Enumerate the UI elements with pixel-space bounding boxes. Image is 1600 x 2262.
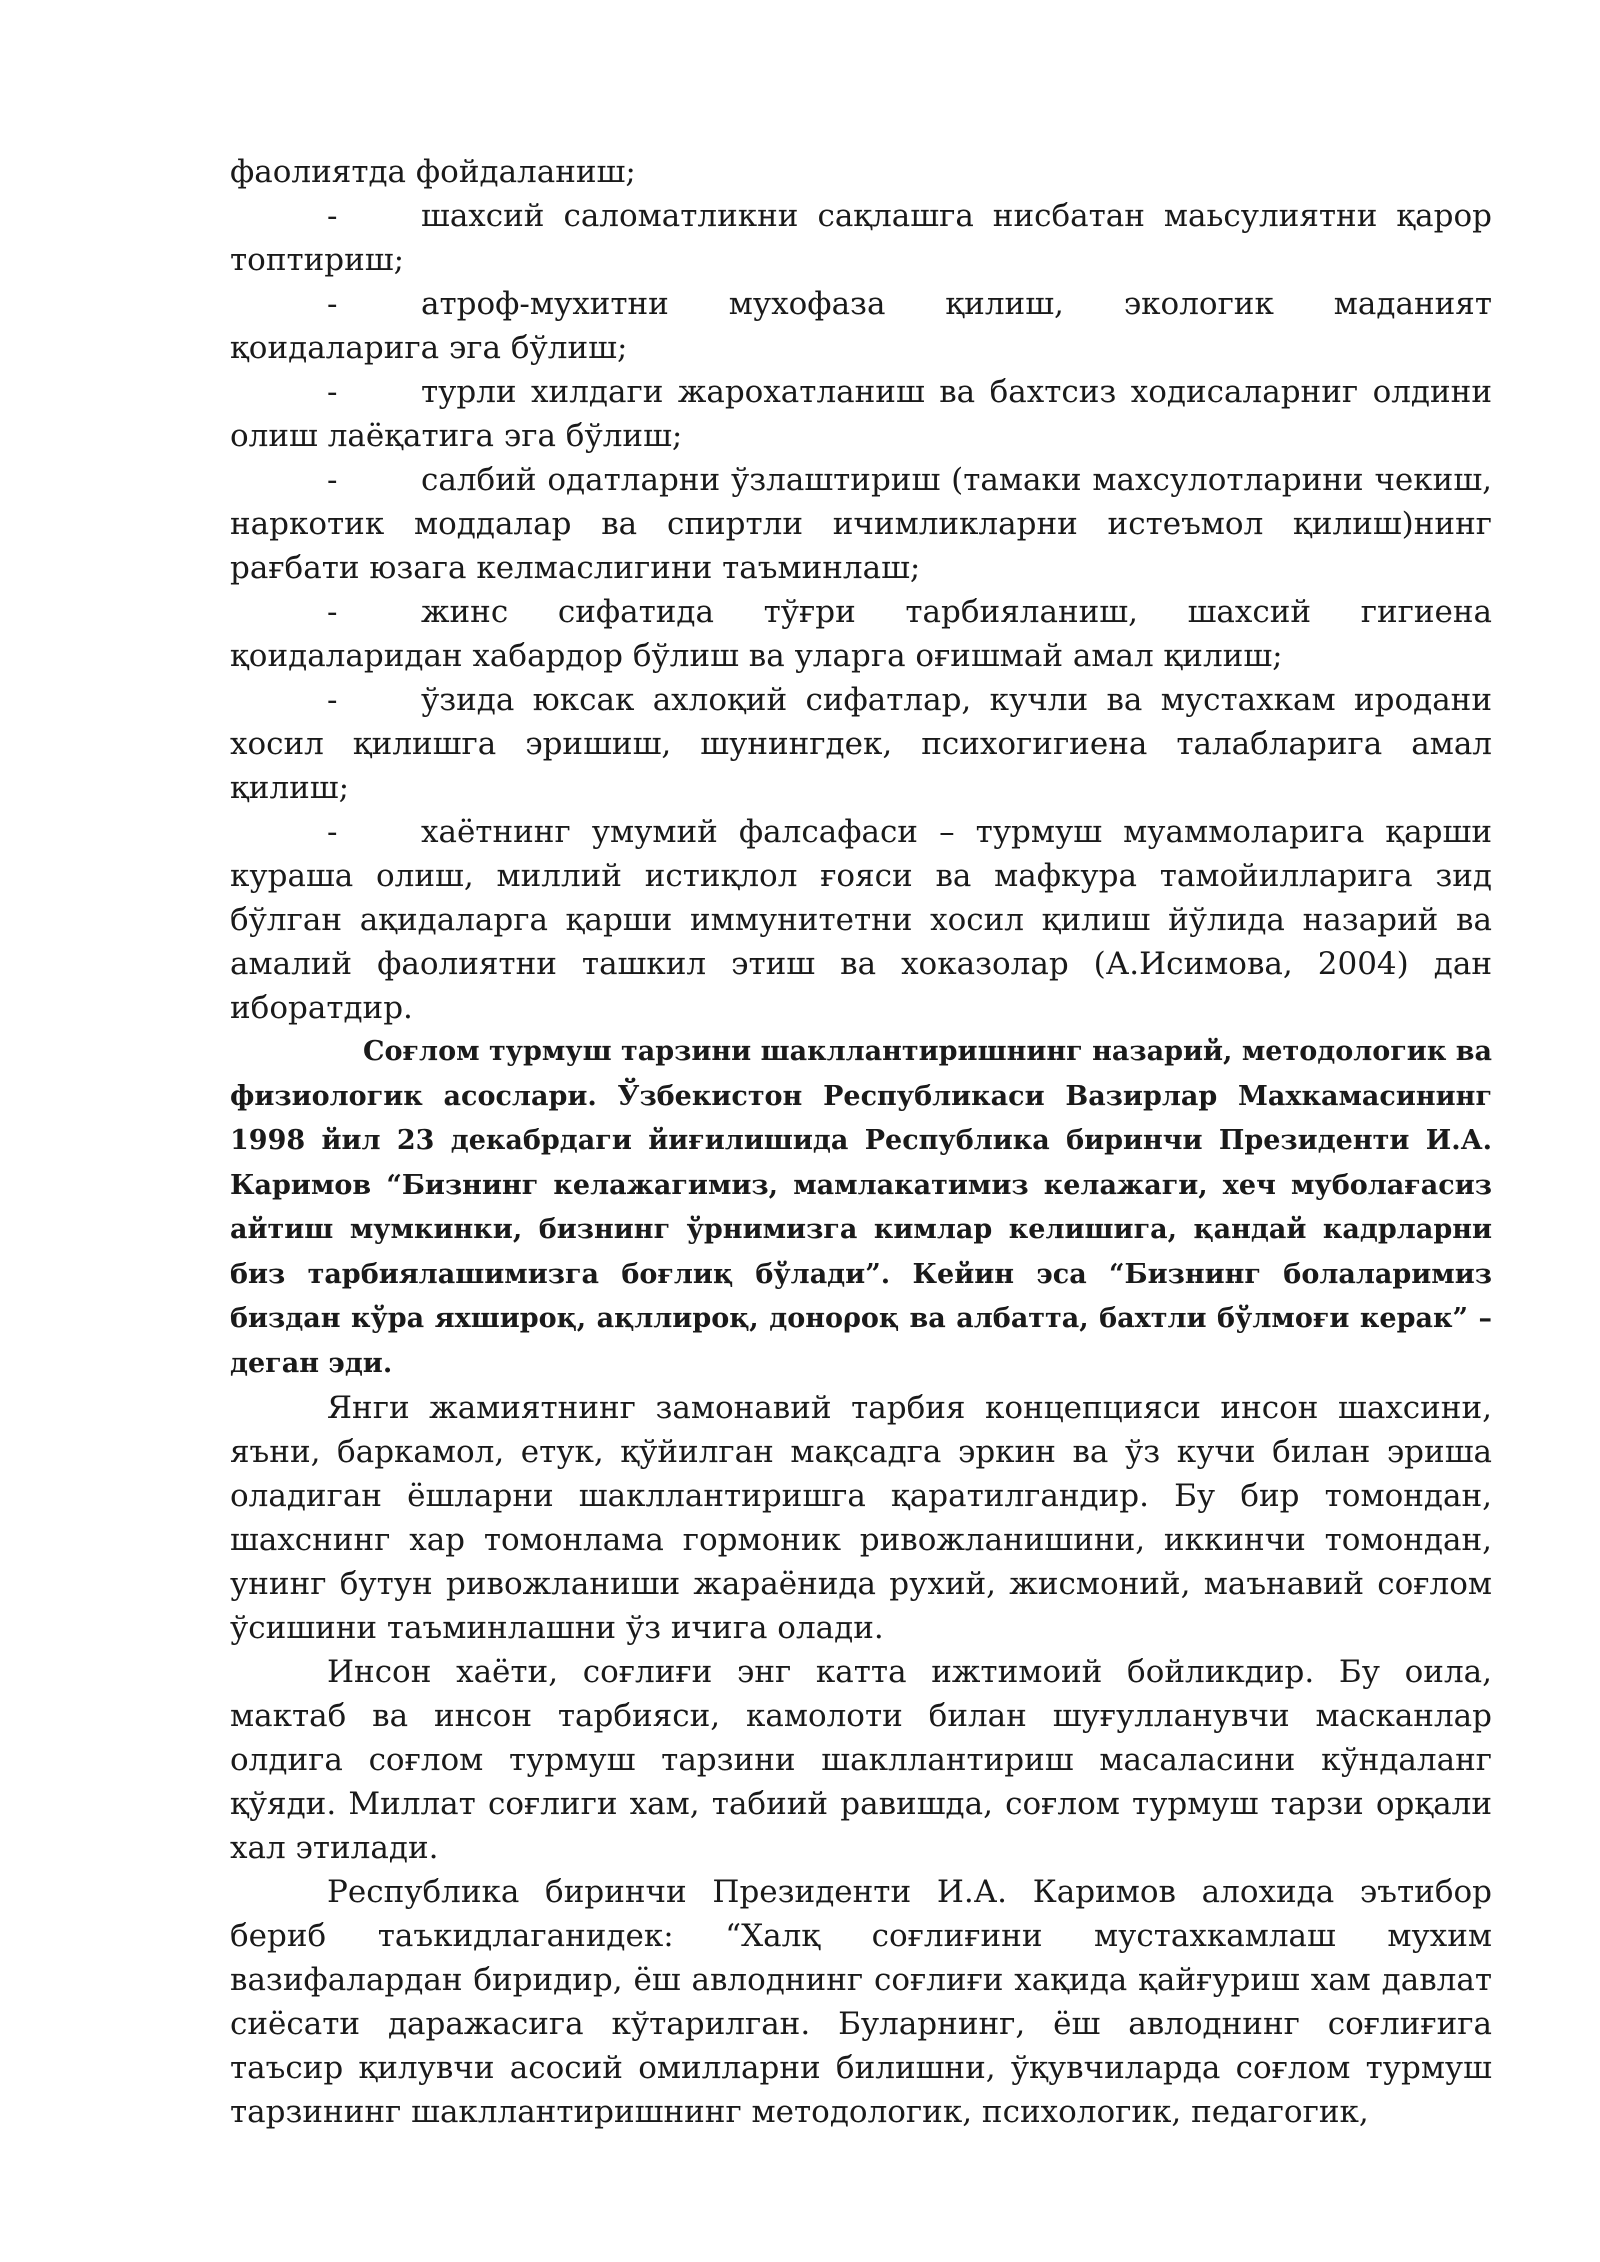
dash-marker: - <box>327 198 338 234</box>
list-item <box>230 810 1492 1030</box>
dash-marker: - <box>327 814 338 850</box>
list-item-text: атроф-мухитни мухофаза қилиш, экологик маданият қоидаларига эга бўлиш; <box>230 286 1492 366</box>
list-item <box>230 370 1492 458</box>
list-item-text: жинс сифатида тўғри тарбияланиш, шахсий гигиена қоидаларидан хабардор бўлиш ва уларга оғишмай амал қилиш; <box>230 594 1492 674</box>
list-item-text: шахсий саломатликни сақлашга нисбатан маьсулиятни қарор топтириш; <box>230 198 1492 278</box>
list-item-text: ўзида юксак ахлоқий сифатлар, кучли ва мустахкам иродани хосил қилишга эришиш, шунингдек, психогигиена талабларига амал қилиш; <box>230 682 1492 806</box>
dash-marker: - <box>327 594 338 630</box>
list-item <box>230 282 1492 370</box>
list-item-text: хаётнинг умумий фалсафаси – турмуш муаммоларига қарши кураша олиш, миллий истиқлол ғояси ва мафкура тамойилларига зид бўлган ақидаларга қарши иммунитетни хосил қилиш йўлида назарий ва амалий фаолиятни ташкил этиш ва хоказолар (А.Исимова, 2004) дан иборатдир. <box>230 814 1492 1026</box>
list-item <box>230 678 1492 810</box>
list-item <box>230 590 1492 678</box>
list-item-text: салбий одатларни ўзлаштириш (тамаки махсулотларини чекиш, наркотик моддалар ва спиртли ичимликларни истеъмол қилиш)нинг рағбати юзага келмаслигини таъминлаш; <box>230 462 1492 586</box>
dash-marker: - <box>327 682 338 718</box>
dash-marker: - <box>327 374 338 410</box>
dash-marker: - <box>327 462 338 498</box>
body-paragraph: Янги жамиятнинг замонавий тарбия концепцияси инсон шахсини, яъни, баркамол, етук, қўйилган мақсадга эркин ва ўз кучи билан эриша оладиган ёшларни шакллантиришга қаратилгандир. Бу бир томондан, шахснинг хар томонлама гормоник ривожланишини, иккинчи томондан, унинг бутун ривожланиши жараёнида рухий, жисмоний, маънавий соғлом ўсишини таъминлашни ўз ичига олади. <box>230 1390 1492 1646</box>
document-page <box>230 150 1492 2134</box>
section-heading: Соғлом турмуш тарзини шакллантиришнинг назарий, методологик ва физиологик асослари. Ўзбекистон Республикаси Вазирлар Махкамасининг 1998 йил 23 декабрдаги йиғилишида Республика биринчи Президенти И.А. Каримов “Бизнинг келажагимиз, мамлакатимиз келажаги, хеч муболағасиз айтиш мумкинки, бизнинг ўрнимизга кимлар келишига, қандай кадрларни биз тарбиялашимизга боғлиқ бўлади”. Кейин эса “Бизнинг болаларимиз биздан кўра яхшироқ, ақллироқ, доноροқ ва албатта, бахтли бўлмоғи керак” – деган эди. <box>230 1036 1492 1379</box>
list-item-text: турли хилдаги жарохатланиш ва бахтсиз ходисаларниг олдини олиш лаёқатига эга бўлиш; <box>230 374 1492 454</box>
dash-marker: - <box>327 286 338 322</box>
list-item <box>230 458 1492 590</box>
body-paragraph: Республика биринчи Президенти И.А. Каримов алохида эътибор бериб таъкидлаганидек: “Халқ соғлиғини мустахкамлаш мухим вазифалардан биридир, ёш авлоднинг соғлиғи хақида қайғуриш хам давлат сиёсати даражасига кўтарилган. Буларнинг, ёш авлоднинг соғлиғига таъсир қилувчи асосий омилларни билишни, ўқувчиларда соғлом турмуш тарзининг шакллантиришнинг методологик, психологик, педагогик, <box>230 1874 1492 2130</box>
list-item <box>230 194 1492 282</box>
intro-line: фаолиятда фойдаланиш; <box>230 154 636 190</box>
body-paragraph: Инсон хаёти, соғлиғи энг катта ижтимоий бойликдир. Бу оила, мактаб ва инсон тарбияси, камолоти билан шуғулланувчи масканлар олдига соғлом турмуш тарзини шакллантириш масаласини кўндаланг қўяди. Миллат соғлиги хам, табиий равишда, соғлом турмуш тарзи орқали хал этилади. <box>230 1654 1492 1866</box>
